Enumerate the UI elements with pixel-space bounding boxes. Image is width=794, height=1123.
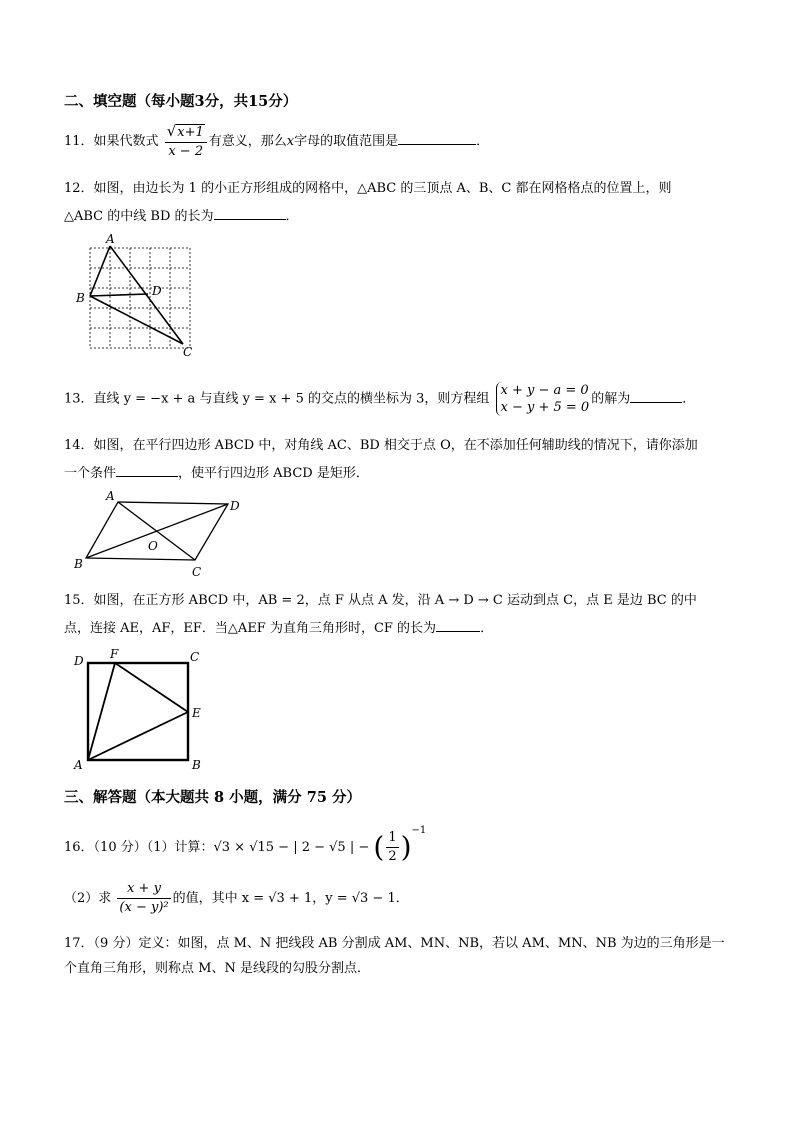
q11-number: 11． xyxy=(64,134,94,149)
q14-label-d: D xyxy=(230,499,240,513)
q15-line1: 15．如图，在正方形 ABCD 中，AB = 2，点 F 从点 A 发，沿 A → D → C 运动到点 C，点 E 是边 BC 的中 xyxy=(64,593,697,608)
q13-end: ． xyxy=(682,391,696,407)
q13-suffix: 的解为 xyxy=(591,391,631,407)
q12-answer-blank[interactable] xyxy=(214,205,286,220)
q14-line2b: ，使平行四边形 ABCD 是矩形． xyxy=(178,466,369,481)
q14-answer-blank[interactable] xyxy=(116,462,178,477)
q16-frac xyxy=(386,829,398,866)
q12-line2: △ABC 的中线 BD 的长为 xyxy=(64,209,214,224)
q16-part1-prefix: 16．（10 分）（1）计算： xyxy=(64,840,214,855)
q12-median-bd xyxy=(90,294,148,296)
q11-suffix2: 字母的取值范围是 xyxy=(294,134,399,149)
q12-side-bc xyxy=(90,296,183,344)
q16-part2-den: (x − y)² xyxy=(119,900,169,915)
q13-eq2: x − y + 5 = 0 xyxy=(500,400,590,415)
q16-frac-den: 2 xyxy=(388,849,397,864)
q16-part2-frac xyxy=(117,880,170,917)
q13-prefix: 13．直线 y = −x + a 与直线 y = x + 5 的交点的横坐标为 3，则方程组 xyxy=(64,391,490,407)
q16-part1: 16．（10 分）（1）计算：√3 × √15 − | 2 − √5 | − ( $\frac{1}{2}$ )$^{-1}$ xyxy=(64,825,427,864)
q15-segment-af xyxy=(88,663,115,760)
q15-segment-ae xyxy=(88,712,188,760)
q11-prefix: 如果代数式 xyxy=(93,134,159,149)
q14-label-b: B xyxy=(74,557,83,571)
q15-label-f: F xyxy=(110,647,119,661)
q15-answer-blank[interactable] xyxy=(436,617,480,632)
q12-grid-figure xyxy=(70,232,200,360)
q16-part1-expr: √3 × √15 − | 2 − √5 | − xyxy=(213,840,370,855)
q16-part2 xyxy=(64,880,409,917)
q13-system xyxy=(496,382,590,416)
q11-fraction: $\frac{√x+1}{x - 2}$ xyxy=(165,122,207,161)
q15-square-figure xyxy=(70,645,220,775)
q16-part2-suffix: 的值，其中 x = √3 + 1，y = √3 − 1． xyxy=(172,891,409,906)
q14-label-c: C xyxy=(192,565,202,579)
q12-label-c: C xyxy=(183,345,193,359)
section-3-heading: 三、解答题（本大题共 8 小题，满分 75 分） xyxy=(64,789,361,806)
q16-part2-num: x + y xyxy=(127,881,161,896)
q12-label-d: D xyxy=(152,284,162,298)
q15-label-e: E xyxy=(192,706,201,720)
q12-end: ． xyxy=(285,209,299,224)
q15-segment-ef xyxy=(115,663,188,712)
q11-suffix: 有意义，那么 xyxy=(208,134,287,149)
q12-label-a: A xyxy=(106,232,115,246)
q11-numerator: x+1 xyxy=(177,125,204,140)
q11-denominator: x − 2 xyxy=(165,142,207,161)
question-13 xyxy=(64,382,695,416)
q15-label-b: B xyxy=(192,758,201,772)
q13-answer-blank[interactable] xyxy=(630,388,682,403)
q12-line2-wrap xyxy=(64,205,299,226)
question-11 xyxy=(64,122,489,161)
q16-exponent: −1 xyxy=(411,825,427,836)
q14-line2-wrap xyxy=(64,462,369,483)
q16-part2-prefix: （2）求 xyxy=(64,891,112,906)
section-2-heading: 二、填空题（每小题3分，共15分） xyxy=(64,93,298,110)
q15-end: ． xyxy=(480,621,494,636)
q14-parallelogram-figure xyxy=(70,490,250,580)
q14-line2a: 一个条件 xyxy=(64,466,117,481)
q15-label-c: C xyxy=(190,650,200,664)
q15-label-a: A xyxy=(74,758,83,772)
q12-label-b: B xyxy=(76,291,85,305)
q14-label-o: O xyxy=(148,539,158,553)
q16-frac-num: 1 xyxy=(388,830,397,845)
q12-line1: 12．如图，由边长为 1 的小正方形组成的网格中，△ABC 的三顶点 A、B、C 都在网格格点的位置上，则 xyxy=(64,181,672,196)
q11-end: ． xyxy=(476,134,490,149)
q11-answer-blank[interactable] xyxy=(398,130,476,145)
q15-line2a: 点，连接 AE，AF，EF．当△AEF 为直角三角形时，CF 的长为 xyxy=(64,621,437,636)
q15-line2-wrap xyxy=(64,617,493,638)
q15-label-d: D xyxy=(74,654,84,668)
q11-var: x xyxy=(286,134,295,149)
q13-eq1: x + y − a = 0 xyxy=(500,383,589,398)
q14-line1: 14．如图，在平行四边形 ABCD 中，对角线 AC、BD 相交于点 O，在不添加任何辅助线的情况下，请你添加 xyxy=(64,438,698,453)
q14-label-a: A xyxy=(106,490,115,503)
q17-line2: 个直角三角形，则称点 M、N 是线段的勾股分割点． xyxy=(64,961,370,976)
q17-line1: 17．（9 分）定义：如图，点 M、N 把线段 AB 分割成 AM、MN、NB，若以 AM、MN、NB 为边的三角形是一 xyxy=(64,936,725,951)
